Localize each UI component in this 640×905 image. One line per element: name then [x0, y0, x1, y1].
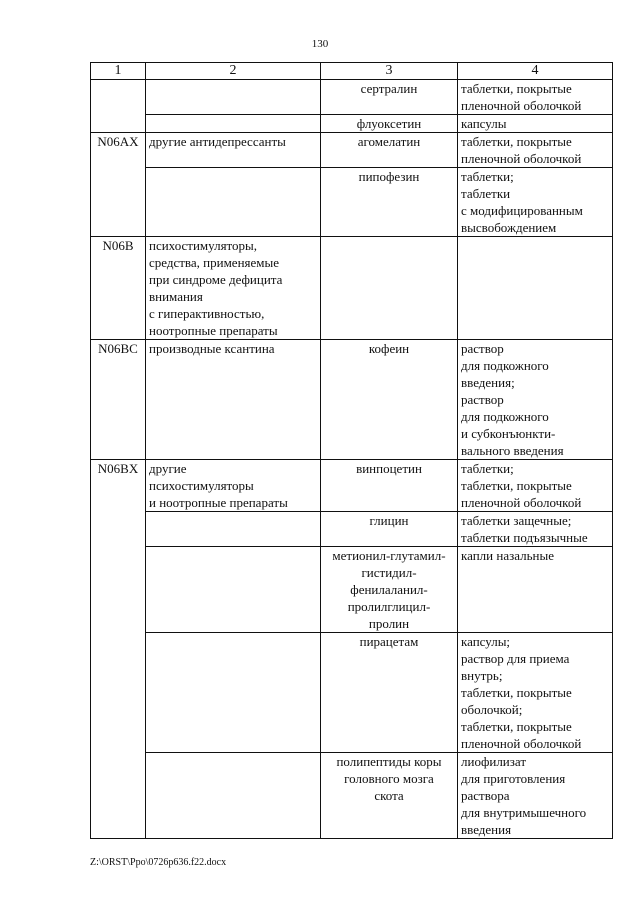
- dosage-form-cell: [458, 237, 613, 340]
- table-row: [91, 460, 613, 512]
- group-cell: [146, 547, 321, 633]
- dosage-form-cell: таблетки; таблетки, покрытые пленочной оболочкой: [458, 460, 613, 512]
- atc-code-cell: N06B: [91, 237, 146, 340]
- group-cell: [146, 753, 321, 839]
- dosage-form-cell: таблетки; таблетки с модифицированным высвобождением: [458, 168, 613, 237]
- substance-cell: сертралин: [321, 80, 458, 115]
- substance-cell: метионил-глутамил- гистидил- фенилаланил- пролилглицил- пролин: [321, 547, 458, 633]
- group-cell: другие психостимуляторы и ноотропные препараты: [146, 460, 321, 512]
- page-number: 130: [311, 38, 329, 50]
- substance-cell: [321, 237, 458, 340]
- substance-cell: глицин: [321, 512, 458, 547]
- group-cell: [146, 633, 321, 753]
- group-cell: производные ксантина: [146, 340, 321, 460]
- group-cell: [146, 168, 321, 237]
- table-row: [91, 237, 613, 340]
- substance-cell: агомелатин: [321, 133, 458, 168]
- header-col-2: 2: [146, 63, 321, 80]
- header-col-1: 1: [91, 63, 146, 80]
- group-cell: психостимуляторы, средства, применяемые при синдроме дефицита внимания с гиперактивностью, ноотропные препараты: [146, 237, 321, 340]
- substance-cell: пипофезин: [321, 168, 458, 237]
- group-cell: другие антидепрессанты: [146, 133, 321, 168]
- drug-table: [90, 62, 613, 839]
- substance-cell: полипептиды коры головного мозга скота: [321, 753, 458, 839]
- substance-cell: флуоксетин: [321, 115, 458, 133]
- dosage-form-cell: капсулы; раствор для приема внутрь; таблетки, покрытые оболочкой; таблетки, покрытые пленочной оболочкой: [458, 633, 613, 753]
- dosage-form-cell: лиофилизат для приготовления раствора для внутримышечного введения: [458, 753, 613, 839]
- group-cell: [146, 512, 321, 547]
- table-row: [91, 115, 613, 133]
- header-col-4: 4: [458, 63, 613, 80]
- dosage-form-cell: таблетки, покрытые пленочной оболочкой: [458, 80, 613, 115]
- dosage-form-cell: капли назальные: [458, 547, 613, 633]
- table-row: [91, 512, 613, 547]
- atc-code-cell: [91, 80, 146, 133]
- substance-cell: винпоцетин: [321, 460, 458, 512]
- table-row: [91, 80, 613, 115]
- atc-code-cell: N06BC: [91, 340, 146, 460]
- dosage-form-cell: раствор для подкожного введения; раствор для подкожного и субконъюнкти- вального введения: [458, 340, 613, 460]
- table-row: [91, 133, 613, 168]
- header-col-3: 3: [321, 63, 458, 80]
- table-row: [91, 547, 613, 633]
- dosage-form-cell: капсулы: [458, 115, 613, 133]
- substance-cell: пирацетам: [321, 633, 458, 753]
- file-path-footer: Z:\ORST\Ppo\0726p636.f22.docx: [90, 857, 227, 868]
- table-header-row: [91, 63, 613, 80]
- substance-cell: кофеин: [321, 340, 458, 460]
- table-row: [91, 633, 613, 753]
- atc-code-cell: N06BX: [91, 460, 146, 839]
- dosage-form-cell: таблетки защечные; таблетки подъязычные: [458, 512, 613, 547]
- dosage-form-cell: таблетки, покрытые пленочной оболочкой: [458, 133, 613, 168]
- group-cell: [146, 115, 321, 133]
- table-row: [91, 340, 613, 460]
- table-row: [91, 168, 613, 237]
- group-cell: [146, 80, 321, 115]
- atc-code-cell: N06AX: [91, 133, 146, 237]
- table-row: [91, 753, 613, 839]
